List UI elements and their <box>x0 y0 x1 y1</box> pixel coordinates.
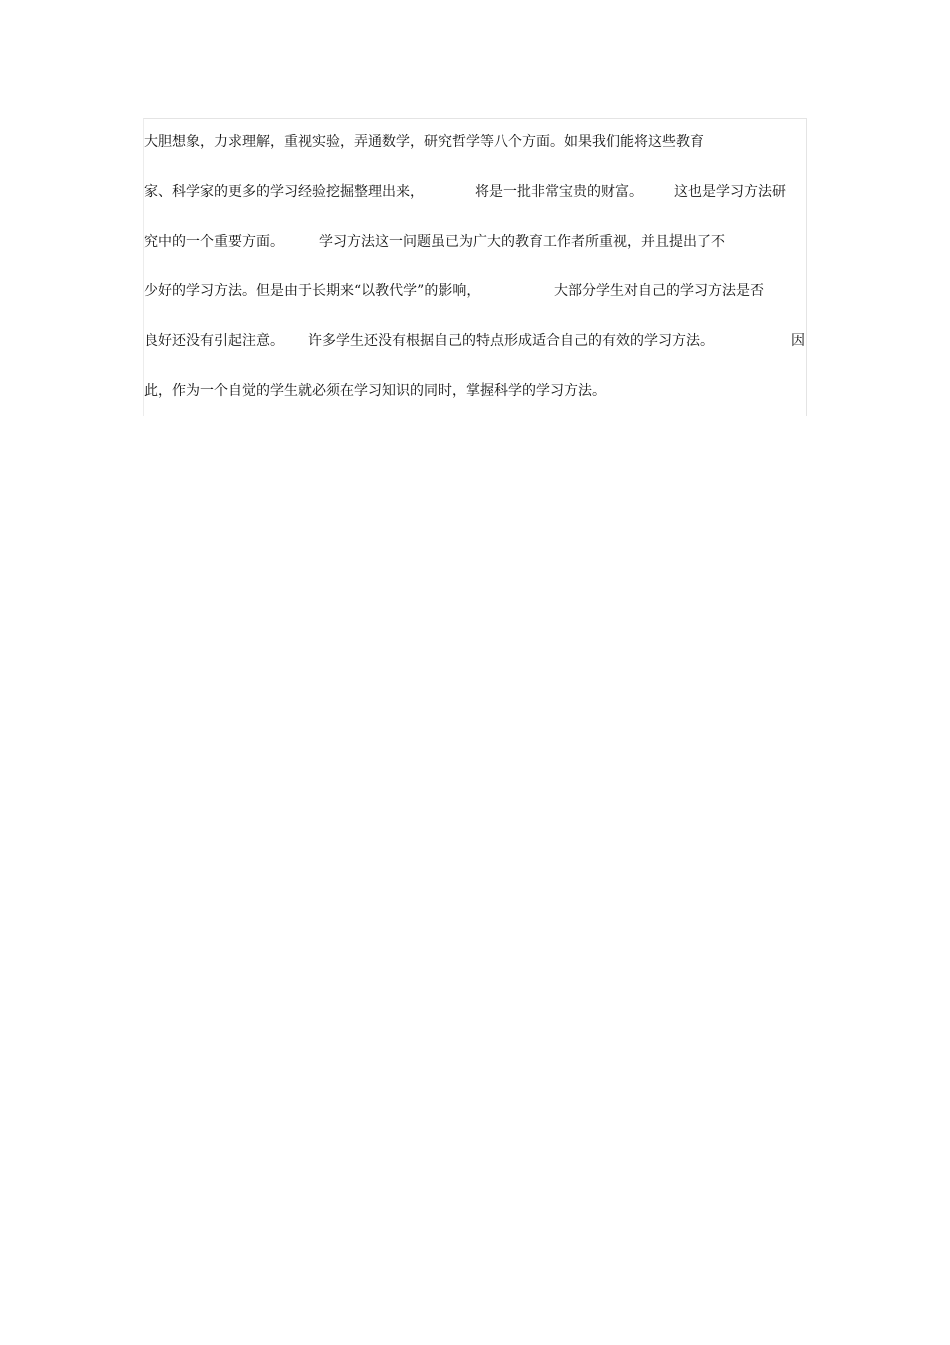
line-3-segment-2: 学习方法这一问题虽已为广大的教育工作者所重视，并且提出了不 <box>319 234 725 250</box>
line-3-segment-1: 究中的一个重要方面。 <box>144 234 284 250</box>
line-4-segment-1: 少好的学习方法。但是由于长期来“以教代学”的影响， <box>144 283 481 299</box>
paragraph-line-5 <box>144 331 806 351</box>
line-6-segment-1: 此，作为一个自觉的学生就必须在学习知识的同时，掌握科学的学习方法。 <box>144 383 606 399</box>
paragraph-line-1 <box>144 132 806 152</box>
line-2-segment-3: 这也是学习方法研 <box>674 184 786 200</box>
line-5-segment-1: 良好还没有引起注意。 <box>144 333 284 349</box>
page-frame <box>143 118 807 416</box>
line-5-segment-2: 许多学生还没有根据自己的特点形成适合自己的有效的学习方法。 <box>308 333 714 349</box>
paragraph-line-4 <box>144 281 806 301</box>
line-2-segment-2: 将是一批非常宝贵的财富。 <box>475 184 643 200</box>
line-2-segment-1: 家、科学家的更多的学习经验挖掘整理出来， <box>144 184 424 200</box>
line-5-segment-3: 因 <box>791 333 805 349</box>
line-4-segment-2: 大部分学生对自己的学习方法是否 <box>554 283 764 299</box>
paragraph-line-2 <box>144 182 806 202</box>
paragraph-line-3 <box>144 232 806 252</box>
line-1-segment-1: 大胆想象，力求理解，重视实验，弄通数学，研究哲学等八个方面。如果我们能将这些教育 <box>144 134 704 150</box>
paragraph-line-6 <box>144 381 806 401</box>
